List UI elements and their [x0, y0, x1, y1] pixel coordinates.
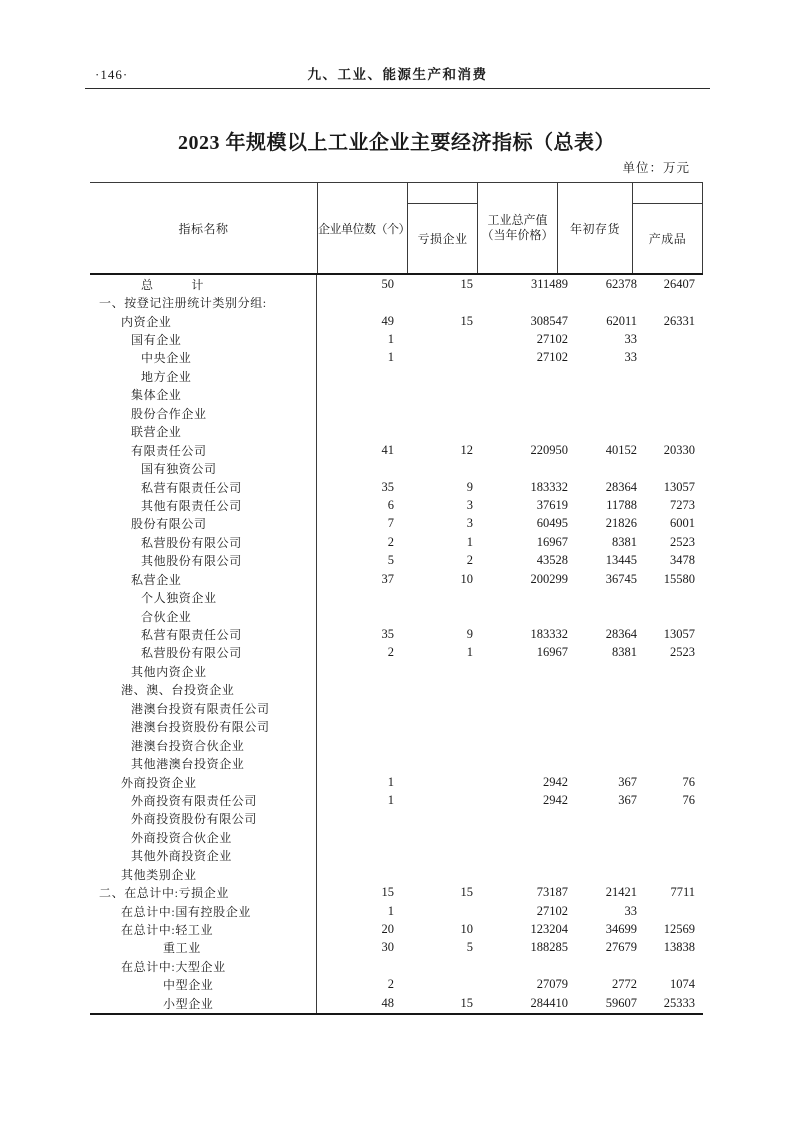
indicator-label: 其他内资企业 — [90, 662, 317, 680]
table-row — [90, 625, 703, 643]
value-cell: 21826 — [605, 516, 637, 531]
column-header-beginning-inventory-label: 年初存货 — [569, 221, 620, 236]
indicator-label: 私营有限责任公司 — [90, 625, 317, 643]
indicator-label: 港澳台投资股份有限公司 — [90, 718, 317, 736]
indicator-label: 其他外商投资企业 — [90, 847, 317, 865]
value-cell: 13838 — [663, 940, 695, 955]
value-cell: 15 — [460, 995, 473, 1010]
table-row — [90, 607, 703, 625]
value-cell: 37619 — [536, 497, 568, 512]
table-row — [90, 330, 703, 348]
indicator-label: 私营股份有限公司 — [90, 533, 317, 551]
table-row — [90, 496, 703, 514]
value-cell: 62378 — [605, 276, 637, 291]
column-header-beginning-inventory — [557, 183, 632, 273]
value-cell: 27102 — [536, 332, 568, 347]
indicator-label: 私营股份有限公司 — [90, 644, 317, 662]
indicator-label: 有限责任公司 — [90, 441, 317, 459]
value-cell: 1 — [387, 792, 394, 807]
table-row — [90, 386, 703, 404]
value-cell: 2 — [466, 553, 473, 568]
page-number: ·146· — [95, 67, 129, 82]
value-cell: 1 — [466, 534, 473, 549]
value-cell: 13057 — [663, 479, 695, 494]
value-cell: 6 — [387, 497, 394, 512]
header-sub-divider — [408, 183, 477, 204]
value-cell: 2 — [387, 534, 394, 549]
table-row — [90, 681, 703, 699]
table-row — [90, 773, 703, 791]
value-cell: 10 — [460, 571, 473, 586]
column-header-indicator — [90, 183, 317, 273]
indicator-label: 外商投资合伙企业 — [90, 828, 317, 846]
table-row — [90, 976, 703, 994]
value-cell: 28364 — [605, 627, 637, 642]
value-cell: 33 — [624, 350, 637, 365]
indicator-label: 其他港澳台投资企业 — [90, 754, 317, 772]
value-cell: 8381 — [612, 534, 637, 549]
table-row — [90, 847, 703, 865]
indicator-label: 股份有限公司 — [90, 515, 317, 533]
table-row — [90, 662, 703, 680]
value-cell: 308547 — [530, 313, 568, 328]
table-row — [90, 699, 703, 717]
table-row — [90, 367, 703, 385]
table-row — [90, 939, 703, 957]
value-cell: 40152 — [605, 442, 637, 457]
value-cell: 9 — [466, 479, 473, 494]
indicator-label: 一、按登记注册统计类别分组: — [90, 293, 317, 311]
value-cell: 7 — [387, 516, 394, 531]
table-row — [90, 570, 703, 588]
indicator-label: 股份合作企业 — [90, 404, 317, 422]
value-cell: 36745 — [605, 571, 637, 586]
value-cell: 367 — [618, 792, 637, 807]
value-cell: 21421 — [605, 885, 637, 900]
indicator-label: 总 计 — [90, 275, 317, 293]
table-row — [90, 791, 703, 809]
value-cell: 2942 — [543, 792, 568, 807]
chapter-title: 九、工业、能源生产和消费 — [307, 67, 488, 82]
table-row — [90, 957, 703, 975]
value-cell: 1074 — [670, 977, 695, 992]
table-body — [90, 275, 703, 1015]
table-row — [90, 902, 703, 920]
indicator-label: 内资企业 — [90, 312, 317, 330]
table-row — [90, 349, 703, 367]
value-cell: 26407 — [663, 276, 695, 291]
column-header-loss-enterprises — [407, 183, 477, 273]
table-row — [90, 478, 703, 496]
value-cell: 311489 — [530, 276, 568, 291]
column-header-finished-goods-label: 产成品 — [648, 232, 687, 246]
value-cell: 34699 — [605, 922, 637, 937]
table-row — [90, 865, 703, 883]
value-cell: 43528 — [536, 553, 568, 568]
value-cell: 15 — [460, 276, 473, 291]
value-cell: 188285 — [530, 940, 568, 955]
table-row — [90, 644, 703, 662]
value-cell: 6001 — [670, 516, 695, 531]
value-cell: 59607 — [605, 995, 637, 1010]
value-cell: 2772 — [612, 977, 637, 992]
indicator-label: 外商投资企业 — [90, 773, 317, 791]
value-cell: 20330 — [663, 442, 695, 457]
value-cell: 49 — [381, 313, 394, 328]
table-row — [90, 754, 703, 772]
value-cell: 30 — [381, 940, 394, 955]
table-row — [90, 828, 703, 846]
running-head — [85, 62, 710, 89]
value-cell: 13445 — [605, 553, 637, 568]
table-row — [90, 994, 703, 1012]
value-cell: 35 — [381, 627, 394, 642]
indicator-label: 港澳台投资有限责任公司 — [90, 699, 317, 717]
indicator-label: 港澳台投资合伙企业 — [90, 736, 317, 754]
value-cell: 2 — [387, 977, 394, 992]
value-cell: 76 — [682, 792, 695, 807]
column-header-loss-enterprises-label: 亏损企业 — [417, 232, 468, 246]
table-row — [90, 533, 703, 551]
table-row — [90, 312, 703, 330]
page-title: 2023 年规模以上工业企业主要经济指标（总表） — [178, 132, 615, 154]
table-row — [90, 883, 703, 901]
value-cell: 25333 — [663, 995, 695, 1010]
table-row — [90, 515, 703, 533]
column-header-finished-goods — [632, 183, 703, 273]
indicator-label: 港、澳、台投资企业 — [90, 681, 317, 699]
value-cell: 76 — [682, 774, 695, 789]
value-cell: 2523 — [670, 534, 695, 549]
value-cell: 27102 — [536, 903, 568, 918]
indicator-label: 其他类别企业 — [90, 865, 317, 883]
value-cell: 367 — [618, 774, 637, 789]
indicator-label: 私营有限责任公司 — [90, 478, 317, 496]
value-cell: 8381 — [612, 645, 637, 660]
value-cell: 5 — [466, 940, 473, 955]
indicator-label: 二、在总计中:亏损企业 — [90, 883, 317, 901]
indicator-label: 私营企业 — [90, 570, 317, 588]
indicator-label: 在总计中:国有控股企业 — [90, 902, 317, 920]
table-row — [90, 552, 703, 570]
value-cell: 26331 — [663, 313, 695, 328]
table-row — [90, 423, 703, 441]
indicator-label: 中央企业 — [90, 349, 317, 367]
value-cell: 27102 — [536, 350, 568, 365]
table-row — [90, 736, 703, 754]
indicator-label: 国有企业 — [90, 330, 317, 348]
value-cell: 183332 — [530, 627, 568, 642]
indicator-label: 重工业 — [90, 939, 317, 957]
value-cell: 20 — [381, 922, 394, 937]
value-cell: 27079 — [536, 977, 568, 992]
indicator-label: 个人独资企业 — [90, 588, 317, 606]
column-header-indicator-label: 指标名称 — [178, 221, 229, 236]
header-sub-divider — [633, 183, 702, 204]
indicator-label: 其他有限责任公司 — [90, 496, 317, 514]
indicator-label: 其他股份有限公司 — [90, 552, 317, 570]
table-row — [90, 404, 703, 422]
table-row — [90, 920, 703, 938]
column-header-enterprise-units-label: 企业单位数（个） — [318, 221, 411, 236]
value-cell: 11788 — [606, 497, 637, 512]
value-cell: 284410 — [530, 995, 568, 1010]
statistics-table — [90, 182, 703, 1015]
indicator-label: 外商投资有限责任公司 — [90, 791, 317, 809]
table-row — [90, 459, 703, 477]
value-cell: 15580 — [663, 571, 695, 586]
indicator-label: 在总计中:轻工业 — [90, 920, 317, 938]
value-cell: 1 — [387, 774, 394, 789]
value-cell: 12569 — [663, 922, 695, 937]
value-cell: 183332 — [530, 479, 568, 494]
value-cell: 27679 — [605, 940, 637, 955]
table-row — [90, 588, 703, 606]
value-cell: 62011 — [606, 313, 637, 328]
value-cell: 200299 — [530, 571, 568, 586]
unit-label: 单位：万元 — [622, 161, 690, 175]
value-cell: 220950 — [530, 442, 568, 457]
value-cell: 3 — [466, 497, 473, 512]
value-cell: 1 — [387, 350, 394, 365]
value-cell: 123204 — [530, 922, 568, 937]
value-cell: 48 — [381, 995, 394, 1010]
indicator-label: 联营企业 — [90, 423, 317, 441]
value-cell: 60495 — [536, 516, 568, 531]
value-cell: 41 — [381, 442, 394, 457]
column-header-gross-output — [477, 183, 557, 273]
value-cell: 33 — [624, 903, 637, 918]
table-row — [90, 441, 703, 459]
indicator-label: 在总计中:大型企业 — [90, 957, 317, 975]
value-cell: 7273 — [670, 497, 695, 512]
column-header-gross-output-line1: 工业总产值 — [487, 213, 548, 227]
value-cell: 50 — [381, 276, 394, 291]
column-header-gross-output-line2: （当年价格） — [481, 228, 554, 242]
indicator-label: 地方企业 — [90, 367, 317, 385]
value-cell: 33 — [624, 332, 637, 347]
value-cell: 1 — [466, 645, 473, 660]
value-cell: 37 — [381, 571, 394, 586]
value-cell: 7711 — [670, 885, 695, 900]
table-row — [90, 293, 703, 311]
value-cell: 5 — [387, 553, 394, 568]
value-cell: 16967 — [536, 645, 568, 660]
value-cell: 1 — [387, 903, 394, 918]
value-cell: 10 — [460, 922, 473, 937]
value-cell: 2523 — [670, 645, 695, 660]
column-header-enterprise-units — [317, 183, 411, 273]
indicator-label: 中型企业 — [90, 976, 317, 994]
value-cell: 15 — [460, 313, 473, 328]
value-cell: 3478 — [670, 553, 695, 568]
value-cell: 3 — [466, 516, 473, 531]
value-cell: 1 — [387, 332, 394, 347]
value-cell: 16967 — [536, 534, 568, 549]
value-cell: 2 — [387, 645, 394, 660]
indicator-label: 外商投资股份有限公司 — [90, 810, 317, 828]
table-row — [90, 718, 703, 736]
value-cell: 9 — [466, 627, 473, 642]
value-cell: 2942 — [543, 774, 568, 789]
indicator-label: 小型企业 — [90, 994, 317, 1012]
table-header — [90, 182, 703, 275]
value-cell: 13057 — [663, 627, 695, 642]
table-row — [90, 810, 703, 828]
indicator-label: 国有独资公司 — [90, 459, 317, 477]
value-cell: 73187 — [536, 885, 568, 900]
value-cell: 28364 — [605, 479, 637, 494]
indicator-label: 集体企业 — [90, 386, 317, 404]
value-cell: 15 — [460, 885, 473, 900]
value-cell: 35 — [381, 479, 394, 494]
indicator-label: 合伙企业 — [90, 607, 317, 625]
value-cell: 15 — [381, 885, 394, 900]
value-cell: 12 — [460, 442, 473, 457]
table-row — [90, 275, 703, 293]
